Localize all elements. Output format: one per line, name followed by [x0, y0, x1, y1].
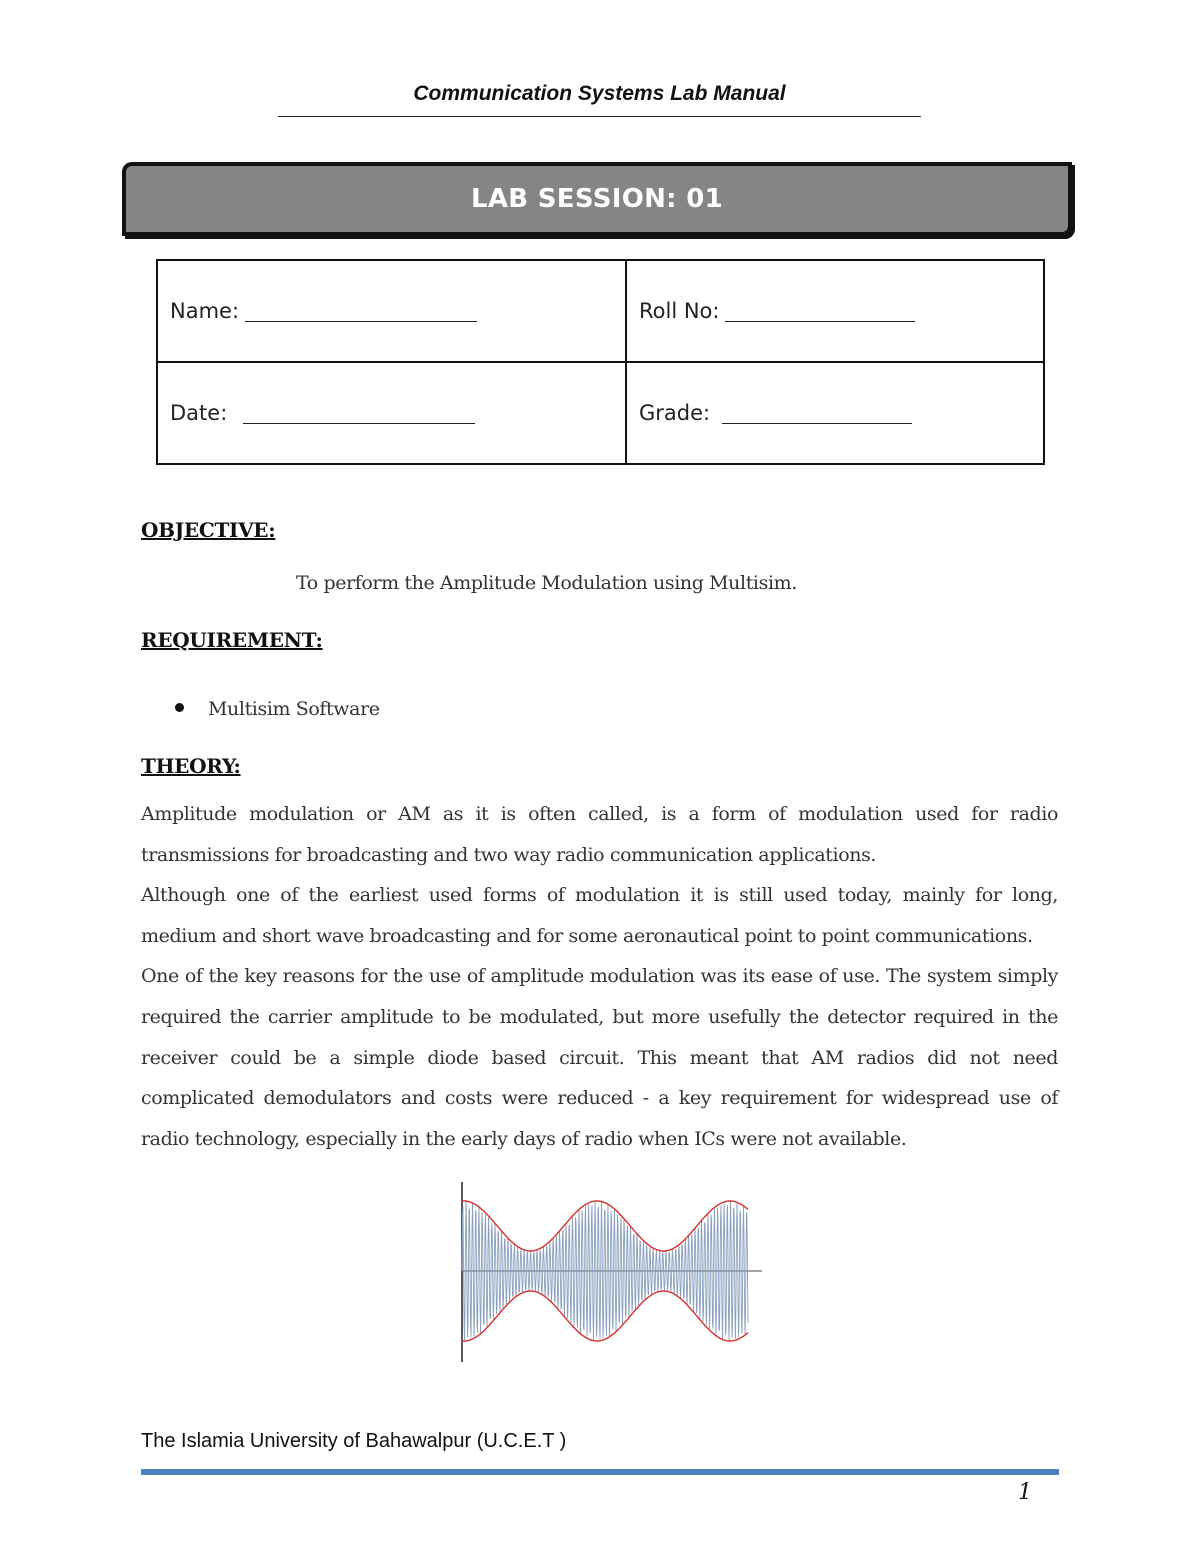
page-number: 1	[1018, 1480, 1032, 1505]
lab-session-banner	[122, 162, 1072, 236]
header-rule	[278, 116, 921, 117]
objective-text: To perform the Amplitude Modulation using Multisim.	[296, 572, 797, 594]
theory-paragraph: Although one of the earliest used forms of modulation it is still used today, mainly for long, medium and short wave broadcasting and for some aeronautical point to point communications.	[141, 884, 1058, 947]
theory-heading: THEORY:	[141, 754, 241, 778]
am-waveform-figure	[452, 1178, 770, 1368]
grade-label: Grade:	[639, 401, 711, 425]
theory-body	[141, 794, 1058, 1159]
grade-cell	[626, 362, 1044, 464]
name-label: Name:	[170, 299, 240, 323]
roll-cell	[626, 260, 1044, 362]
student-info-table	[156, 259, 1045, 465]
footer-institution: The Islamia University of Bahawalpur (U.C.E.T )	[141, 1430, 567, 1452]
date-blank[interactable]	[243, 403, 475, 424]
theory-paragraph: Amplitude modulation or AM as it is often called, is a form of modulation used for radio transmissions for broadcasting and two way radio communication applications.	[141, 803, 1058, 866]
theory-paragraph: One of the key reasons for the use of amplitude modulation was its ease of use. The system simply required the carrier amplitude to be modulated, but more usefully the detector required in the receiver could be a simple diode based circuit. This meant that AM radios did not need complicated demodulators and costs were reduced - a key requirement for widespread use of radio technology, especially in the early days of radio when ICs were not available.	[141, 965, 1058, 1150]
name-blank[interactable]	[245, 301, 477, 322]
lab-session-title: LAB SESSION: 01	[471, 184, 723, 214]
date-cell	[157, 362, 626, 464]
lower-envelope	[462, 1291, 748, 1341]
bullet-icon	[175, 703, 184, 712]
date-label: Date:	[170, 401, 228, 425]
footer-bar	[141, 1469, 1059, 1475]
requirement-item-text: Multisim Software	[208, 698, 380, 720]
requirement-list-item	[175, 698, 380, 720]
objective-heading: OBJECTIVE:	[141, 518, 276, 542]
grade-blank[interactable]	[722, 403, 912, 424]
roll-label: Roll No:	[639, 299, 720, 323]
roll-blank[interactable]	[725, 301, 915, 322]
name-cell	[157, 260, 626, 362]
requirement-heading: REQUIREMENT:	[141, 628, 323, 652]
page-header-title: Communication Systems Lab Manual	[413, 82, 786, 105]
